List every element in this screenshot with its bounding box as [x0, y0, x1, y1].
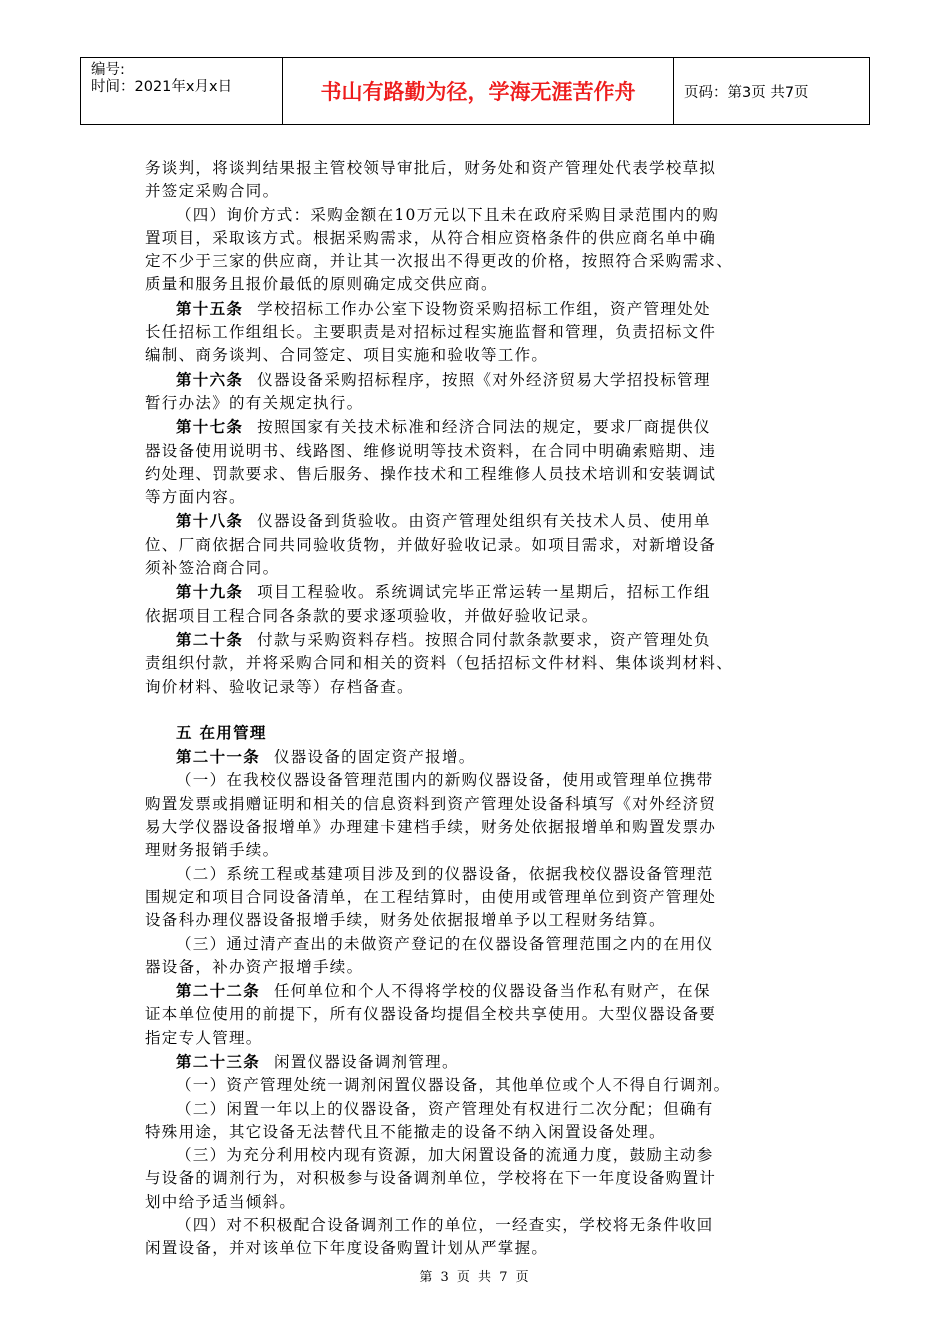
paragraph-p23c	[145, 1144, 810, 1214]
line-text: 器设备使用说明书、线路图、维修说明等技术资料，在合同中明确索赔期、违	[145, 441, 717, 460]
line-text: 暂行办法》的有关规定执行。	[145, 393, 364, 412]
line-text: （四）对不积极配合设备调剂工作的单位，一经查实，学校将无条件收回	[176, 1216, 714, 1235]
line-text: 等方面内容。	[145, 488, 246, 507]
text-line	[145, 273, 810, 296]
text-line	[145, 204, 810, 227]
line-text: 与设备的调剂行为，对积极参与设备调剂单位，学校将在下一年度设备购置计	[145, 1169, 717, 1188]
article-title: 第十七条	[176, 417, 244, 437]
text-line	[145, 509, 810, 533]
line-text: 须补签洽商合同。	[145, 559, 280, 578]
line-text: （一）资产管理处统一调剂闲置仪器设备，其他单位或个人不得自行调剂。	[176, 1076, 731, 1095]
text-line	[145, 1144, 810, 1167]
line-text: 质量和服务且报价最低的原则确定成交供应商。	[145, 275, 498, 294]
line-text: 证本单位使用的前提下，所有仪器设备均提倡全校共享使用。大型仪器设备要	[145, 1005, 717, 1024]
line-text: （一）在我校仪器设备管理范围内的新购仪器设备，使用或管理单位携带	[176, 771, 714, 790]
paragraph-p1	[145, 157, 810, 204]
line-text: 任何单位和个人不得将学校的仪器设备当作私有财产，在保	[273, 982, 711, 1001]
page-footer: 第 3 页 共 7 页	[419, 1270, 531, 1285]
text-line	[145, 415, 810, 439]
line-text: 定不少于三家的供应商，并让其一次报出不得更改的价格，按照符合采购需求、	[145, 252, 734, 271]
text-line	[145, 1074, 810, 1097]
text-line	[145, 1003, 810, 1026]
text-line	[145, 1027, 810, 1050]
paragraph-p2	[145, 204, 810, 297]
line-text: 购置发票或捐赠证明和相关的信息资料到资产管理处设备科填写《对外经济贸	[145, 794, 717, 813]
line-text: 询价材料、验收记录等）存档备查。	[145, 677, 414, 696]
paragraph-p23a	[145, 1074, 810, 1097]
line-text: 并签定采购合同。	[145, 182, 280, 201]
article-title: 第二十三条	[176, 1051, 261, 1071]
text-line	[145, 839, 810, 862]
line-text: （四）询价方式：采购金额在10万元以下且未在政府采购目录范围内的购	[176, 205, 720, 224]
line-text: 依据项目工程合同各条款的要求逐项验收，并做好验收记录。	[145, 606, 599, 625]
header-motto: 书山有路勤为径，学海无涯苦作舟	[283, 58, 674, 124]
text-line	[145, 769, 810, 792]
line-text: 编制、商务谈判、合同签定、项目实施和验收等工作。	[145, 346, 549, 365]
article-title: 第十九条	[176, 582, 244, 602]
paragraph-art22	[145, 979, 810, 1050]
text-line	[145, 863, 810, 886]
paragraph-p21a	[145, 769, 810, 862]
line-text: 闲置仪器设备调剂管理。	[273, 1052, 459, 1071]
text-line	[145, 628, 810, 652]
text-line	[145, 745, 810, 769]
line-text: 置项目，采取该方式。根据采购需求，从符合相应资格条件的供应商名单中确	[145, 228, 717, 247]
line-text: 仪器设备到货验收。由资产管理处组织有关技术人员、使用单	[257, 512, 711, 531]
line-text: 仪器设备采购招标程序，按照《对外经济贸易大学招投标管理	[257, 370, 711, 389]
text-line	[145, 321, 810, 344]
line-text: 按照国家有关技术标准和经济合同法的规定，要求厂商提供仪	[257, 418, 711, 437]
text-line	[145, 933, 810, 956]
text-line	[145, 227, 810, 250]
text-line	[145, 1167, 810, 1190]
article-title: 第十六条	[176, 369, 244, 389]
line-text: 指定专人管理。	[145, 1028, 263, 1047]
text-line	[145, 580, 810, 604]
paragraph-art17	[145, 415, 810, 509]
line-text: （三）为充分利用校内现有资源，加大闲置设备的流通力度，鼓励主动参	[176, 1146, 714, 1165]
text-line	[145, 250, 810, 273]
line-text: 划中给予适当倾斜。	[145, 1192, 297, 1211]
line-text: 易大学仪器设备报增单》办理建卡建档手续，财务处依据报增单和购置发票办	[145, 818, 717, 837]
document-body	[145, 157, 810, 1261]
line-text: 围规定和项目合同设备清单，在工程结算时，由使用或管理单位到资产管理处	[145, 887, 717, 906]
header-left-cell	[81, 58, 283, 124]
text-line	[145, 909, 810, 932]
text-line	[145, 557, 810, 580]
text-line	[145, 1214, 810, 1237]
section-gap	[145, 699, 810, 722]
paragraph-art18	[145, 509, 810, 580]
section-title: 五 在用管理	[176, 723, 267, 742]
paragraph-art15	[145, 297, 810, 368]
header-page-label: 页码：第3页 共7页	[684, 84, 809, 101]
line-text: （二）闲置一年以上的仪器设备，资产管理处有权进行二次分配；但确有	[176, 1099, 714, 1118]
text-line	[145, 368, 810, 392]
text-line	[145, 534, 810, 557]
paragraph-art19	[145, 580, 810, 628]
line-text: 闲置设备，并对该单位下年度设备购置计划从严掌握。	[145, 1239, 549, 1258]
text-line	[145, 793, 810, 816]
line-text: 约处理、罚款要求、售后服务、操作技术和工程维修人员技术培训和安装调试	[145, 464, 717, 483]
line-text: 长任招标工作组组长。主要职责是对招标过程实施监督和管理，负责招标文件	[145, 323, 717, 342]
line-text: 器设备，补办资产报增手续。	[145, 957, 364, 976]
text-line	[145, 297, 810, 321]
text-line	[145, 344, 810, 367]
paragraph-art21	[145, 745, 810, 769]
text-line	[145, 1237, 810, 1260]
paragraph-sec5	[145, 722, 810, 745]
article-title: 第二十条	[176, 629, 244, 649]
paragraph-art20	[145, 628, 810, 699]
line-text: 学校招标工作办公室下设物资采购招标工作组，资产管理处处	[257, 299, 711, 318]
text-line	[145, 652, 810, 675]
line-text: （三）通过清产查出的未做资产登记的在仪器设备管理范围之内的在用仪	[176, 934, 714, 953]
text-line	[145, 1121, 810, 1144]
page-header	[80, 57, 870, 125]
line-text: 位、厂商依据合同共同验收货物，并做好验收记录。如项目需求，对新增设备	[145, 535, 717, 554]
line-text: 付款与采购资料存档。按照合同付款条款要求，资产管理处负	[257, 630, 711, 649]
text-line	[145, 979, 810, 1003]
line-text: 设备科办理仪器设备报增手续，财务处依据报增单予以工程财务结算。	[145, 911, 666, 930]
text-line	[145, 1098, 810, 1121]
paragraph-p21b	[145, 863, 810, 933]
text-line	[145, 956, 810, 979]
text-line	[145, 676, 810, 699]
text-line	[145, 1191, 810, 1214]
line-text: 仪器设备的固定资产报增。	[273, 748, 476, 767]
article-title: 第二十二条	[176, 981, 261, 1001]
line-text: 务谈判，将谈判结果报主管校领导审批后，财务处和资产管理处代表学校草拟	[145, 159, 717, 177]
line-text: 特殊用途，其它设备无法替代且不能撤走的设备不纳入闲置设备处理。	[145, 1122, 666, 1141]
paragraph-art23	[145, 1050, 810, 1074]
text-line	[145, 463, 810, 486]
article-title: 第十八条	[176, 511, 244, 531]
article-title: 第十五条	[176, 298, 244, 318]
text-line	[145, 392, 810, 415]
paragraph-p23d	[145, 1214, 810, 1261]
paragraph-p21c	[145, 933, 810, 980]
text-line	[145, 486, 810, 509]
paragraph-p23b	[145, 1098, 810, 1145]
date-label: 时间：2021年x月x日	[91, 79, 233, 95]
line-text: 责组织付款，并将采购合同和相关的资料（包括招标文件材料、集体谈判材料、	[145, 654, 734, 673]
article-title: 第二十一条	[176, 747, 261, 767]
text-line	[145, 157, 810, 180]
text-line	[145, 180, 810, 203]
text-line	[145, 605, 810, 628]
doc-number-label: 编号:	[91, 62, 125, 78]
paragraph-art16	[145, 368, 810, 416]
line-text: 项目工程验收。系统调试完毕正常运转一星期后，招标工作组	[257, 583, 711, 602]
line-text: （二）系统工程或基建项目涉及到的仪器设备，依据我校仪器设备管理范	[176, 864, 714, 883]
text-line	[145, 440, 810, 463]
line-text: 理财务报销手续。	[145, 841, 280, 860]
text-line	[145, 1050, 810, 1074]
text-line	[145, 886, 810, 909]
text-line	[145, 816, 810, 839]
